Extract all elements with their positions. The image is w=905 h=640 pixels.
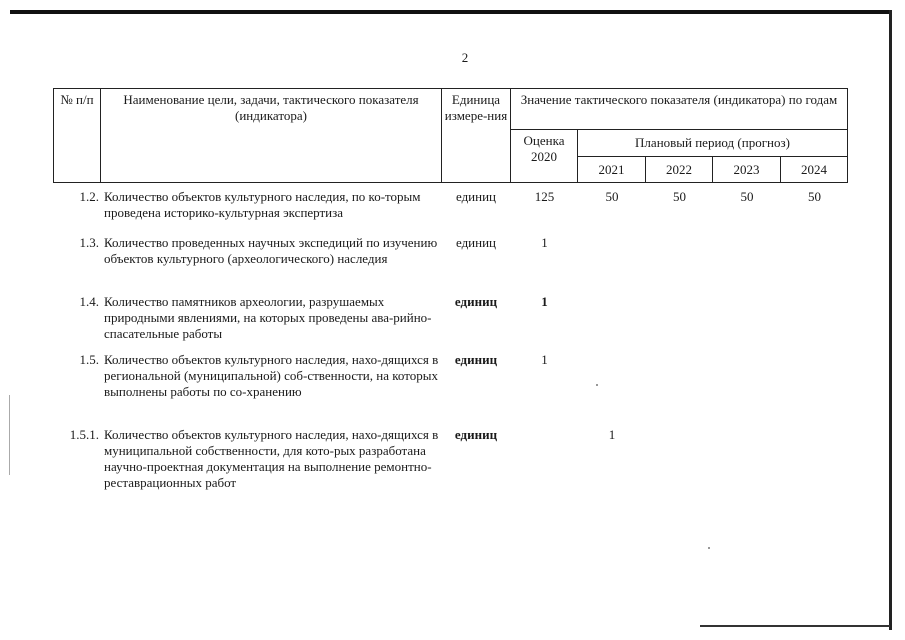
scan-speck: [596, 384, 598, 386]
row-estimate-2020: 1: [541, 352, 548, 367]
row-estimate-2020: 1: [541, 294, 548, 309]
row-value-2022: 50: [673, 189, 686, 204]
page-number: 2: [461, 50, 469, 65]
row-value-2021: 1: [608, 427, 616, 442]
row-unit: единиц: [454, 294, 498, 309]
row-unit: единиц: [455, 189, 497, 204]
scan-border-bottom: [700, 625, 890, 627]
row-number: 1.5.1.: [69, 427, 99, 442]
scan-mark-left: [9, 395, 10, 475]
row-value-2021: 50: [605, 189, 619, 204]
row-description: Количество проведенных научных экспедиций по изучению объектов культурного (археологического) наследия: [104, 235, 438, 266]
row-description: Количество памятников археологии, разрушаемых природными явлениями, на которых проведены ава-рийно-спасательные работы: [104, 294, 432, 341]
row-number: 1.4.: [79, 294, 99, 309]
row-unit: единиц: [455, 235, 497, 250]
header-year-2024: 2024: [781, 157, 848, 183]
header-num-col: № п/п: [54, 89, 101, 183]
header-value-col: Значение тактического показателя (индикатора) по годам: [511, 89, 848, 130]
row-number: 1.3.: [79, 235, 99, 250]
row-description: Количество объектов культурного наследия, по ко-торым проведена историко-культурная экспертиза: [104, 189, 421, 220]
row-description: Количество объектов культурного наследия, нахо-дящихся в региональной (муниципальной) соб-ственности, на которых выполнены работы по со-хранению: [104, 352, 439, 399]
row-value-2023: 50: [740, 189, 754, 204]
row-description: Количество объектов культурного наследия, нахо-дящихся в муниципальной собственности, для кото-рых разработана научно-проектная документация на выполнение ремонтно-реставрационных работ: [104, 427, 439, 490]
row-number: 1.2.: [79, 189, 99, 204]
header-name-col: Наименование цели, задачи, тактического показателя (индикатора): [101, 89, 442, 183]
row-unit: единиц: [454, 427, 498, 442]
row-estimate-2020: 125: [534, 189, 555, 204]
row-number: 1.5.: [79, 352, 99, 367]
header-estimate-col: Оценка 2020: [511, 130, 578, 183]
scan-border-right: [889, 10, 892, 630]
row-value-2024: 50: [808, 189, 821, 204]
indicator-table-header: [53, 88, 848, 183]
scan-speck: [708, 547, 710, 549]
header-year-2023: 2023: [713, 157, 781, 183]
header-unit-col: Единица измере-ния: [442, 89, 511, 183]
header-year-2022: 2022: [646, 157, 713, 183]
row-estimate-2020: 1: [541, 235, 548, 250]
scan-border-top: [10, 10, 890, 14]
row-unit: единиц: [454, 352, 498, 367]
header-year-2021: 2021: [578, 157, 646, 183]
header-planned-col: Плановый период (прогноз): [578, 130, 848, 157]
